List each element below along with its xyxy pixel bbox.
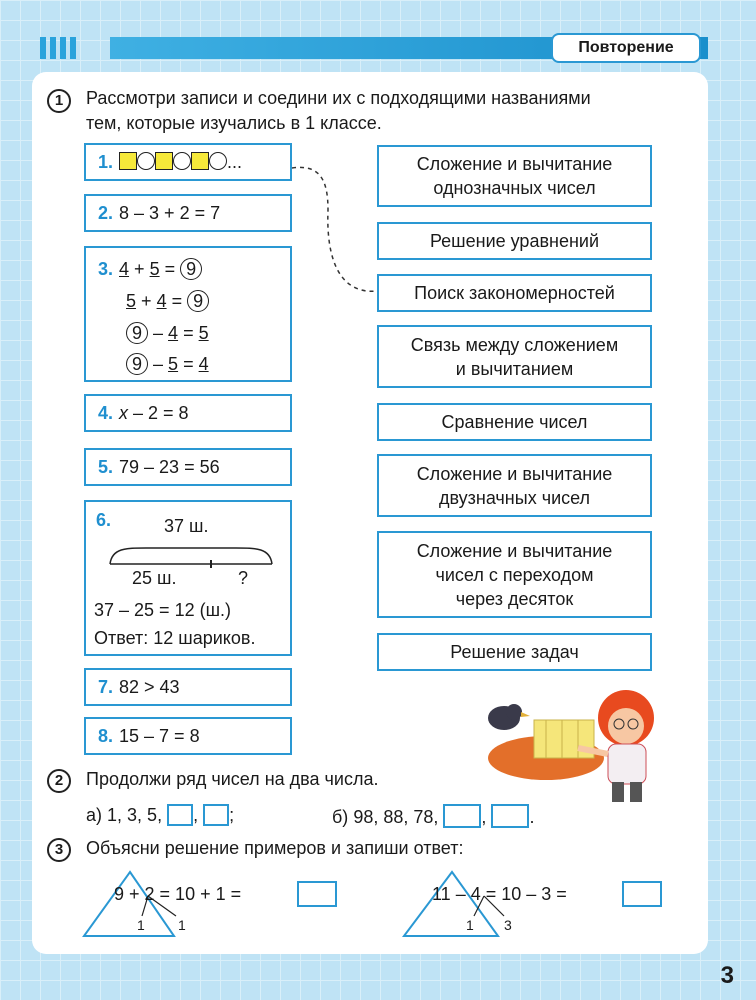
circled-number: 9 — [126, 353, 148, 375]
record3-row4: 9 – 5 = 4 — [126, 353, 209, 375]
record-8[interactable] — [84, 717, 292, 755]
diagram-part1-label: 25 ш. — [132, 568, 177, 588]
segment-diagram — [106, 540, 276, 568]
pattern-square-icon — [119, 152, 137, 170]
topic-8[interactable]: Решение задач — [377, 633, 652, 671]
answer-box-ex1[interactable] — [297, 881, 337, 907]
record-index: 5. — [98, 457, 114, 477]
record-text: 15 – 7 = 8 — [119, 726, 200, 746]
task3-instruction: Объясни решение примеров и запиши ответ: — [86, 838, 464, 858]
record-index: 2. — [98, 203, 114, 223]
topic-5[interactable]: Сравнение чисел — [377, 403, 652, 441]
diagram-total-label: 37 ш. — [164, 516, 209, 536]
split-number-2: 1 — [178, 917, 186, 933]
example-2: 11 – 4 = 10 – 3 = — [432, 884, 567, 904]
record-text: – 2 = 8 — [128, 403, 189, 423]
answer-box-a1[interactable] — [167, 804, 193, 826]
boy-and-crow-illustration — [466, 690, 666, 810]
topic-7[interactable]: Сложение и вычитание чисел с переходом через десяток — [377, 531, 652, 618]
circled-number: 9 — [126, 322, 148, 344]
connector-line — [280, 150, 390, 310]
record-index: 1. — [98, 152, 114, 172]
pattern-circle-icon — [137, 152, 155, 170]
record-4[interactable] — [84, 394, 292, 432]
solution-answer: Ответ: 12 шариков. — [94, 628, 256, 648]
task2-part-b: б) 98, 88, 78, , . — [332, 804, 534, 828]
task-number-1: 1 — [47, 89, 71, 113]
record3-row1: 3. 4 + 5 = 9 — [98, 258, 202, 280]
record-2[interactable] — [84, 194, 292, 232]
pattern-circle-icon — [209, 152, 227, 170]
circled-number: 9 — [180, 258, 202, 280]
topic-3[interactable]: Поиск закономерностей — [377, 274, 652, 312]
topic-6[interactable]: Сложение и вычитание двузначных чисел — [377, 454, 652, 517]
topic-2[interactable]: Решение уравнений — [377, 222, 652, 260]
record3-row3: 9 – 4 = 5 — [126, 322, 209, 344]
answer-box-ex2[interactable] — [622, 881, 662, 907]
pattern-ellipsis: ... — [227, 152, 243, 172]
topic-1[interactable]: Сложение и вычитание однозначных чисел — [377, 145, 652, 207]
task1-instruction-line2: тем, которые изучались в 1 классе. — [86, 113, 382, 133]
solution-equation: 37 – 25 = 12 (ш.) — [94, 600, 232, 620]
diagram-part2-label: ? — [238, 568, 249, 588]
answer-box-b2[interactable] — [491, 804, 529, 828]
record-6[interactable] — [84, 500, 292, 656]
record-5[interactable] — [84, 448, 292, 486]
pattern-square-icon — [191, 152, 209, 170]
task-number-2: 2 — [47, 769, 71, 793]
answer-box-a2[interactable] — [203, 804, 229, 826]
record-text: 82 > 43 — [119, 677, 180, 697]
task2-instruction: Продолжи ряд чисел на два числа. — [86, 769, 379, 789]
variable-x: x — [119, 403, 129, 423]
circled-number: 9 — [187, 290, 209, 312]
pattern-square-icon — [155, 152, 173, 170]
record-3[interactable] — [84, 246, 292, 382]
record-1[interactable] — [84, 143, 292, 181]
split-number-1: 1 — [466, 917, 474, 933]
pattern-circle-icon — [173, 152, 191, 170]
answer-box-b1[interactable] — [443, 804, 481, 828]
record-index: 8. — [98, 726, 114, 746]
record-index: 7. — [98, 677, 114, 697]
task2-part-a: а) 1, 3, 5, , ; — [86, 805, 235, 825]
record-index: 6. — [96, 510, 112, 530]
topic-4[interactable]: Связь между сложением и вычитанием — [377, 325, 652, 388]
task1-instruction-line1: Рассмотри записи и соедини их с подходящими названиями — [86, 88, 591, 108]
example-1: 9 + 2 = 10 + 1 = — [114, 884, 242, 904]
record-text: 79 – 23 = 56 — [119, 457, 220, 477]
section-title: Повторение — [551, 33, 701, 63]
task-number-3: 3 — [47, 838, 71, 862]
record3-row2: 5 + 4 = 9 — [126, 290, 209, 312]
record-index: 4. — [98, 403, 114, 423]
record-7[interactable] — [84, 668, 292, 706]
record-index: 3. — [98, 259, 114, 279]
split-number-2: 3 — [504, 917, 512, 933]
page-number: 3 — [720, 962, 734, 989]
record-text: 8 – 3 + 2 = 7 — [119, 203, 221, 223]
split-number-1: 1 — [137, 917, 145, 933]
